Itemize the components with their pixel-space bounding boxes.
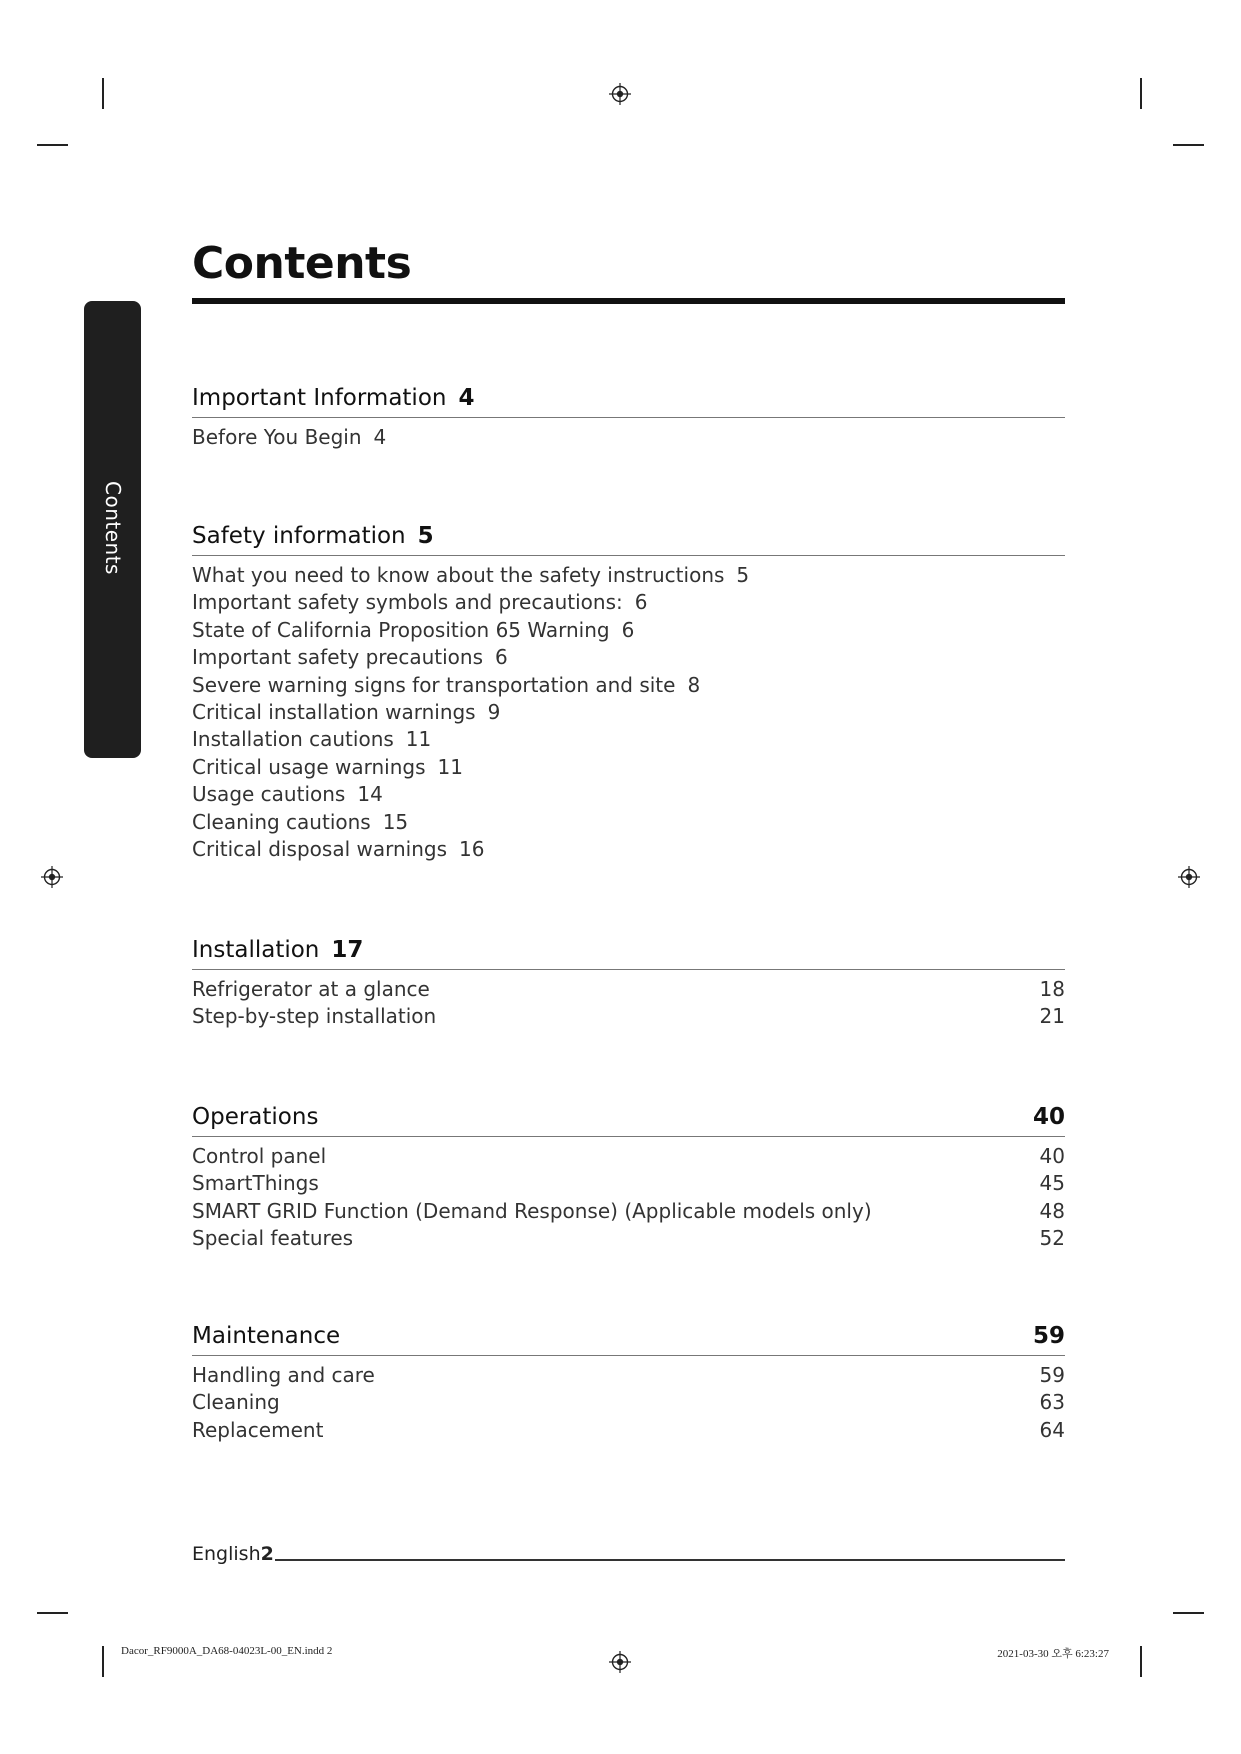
footer-page-label — [192, 1543, 274, 1565]
toc-entry[interactable] — [192, 589, 1065, 616]
toc-entry[interactable] — [192, 1225, 1065, 1252]
section-title[interactable] — [192, 937, 363, 963]
crop-mark — [37, 144, 68, 146]
entry-page-number: 18 — [1039, 977, 1065, 1001]
entry-label: Cleaning cautions — [192, 809, 371, 834]
toc-entry[interactable] — [192, 424, 1065, 451]
crop-mark — [37, 1612, 68, 1614]
entry-page-number: 48 — [1039, 1198, 1065, 1223]
entry-label: Step-by-step installation — [192, 1004, 437, 1029]
entry-label: Control panel — [192, 1144, 327, 1168]
toc-entry[interactable] — [192, 1170, 1065, 1197]
entry-label: Critical disposal warnings — [192, 836, 448, 861]
section-title-text: Safety information — [192, 523, 406, 549]
footer-rule — [275, 1559, 1065, 1561]
page-title: Contents — [192, 238, 412, 289]
footer-language: English — [192, 1543, 261, 1565]
section-title[interactable]: Maintenance — [192, 1323, 341, 1349]
side-tab — [84, 301, 141, 758]
section-heading — [192, 1315, 1065, 1356]
print-slug-timestamp: 2021-03-30 오후 6:23:27 — [997, 1648, 1109, 1660]
entry-list — [192, 1356, 1065, 1444]
toc-entry[interactable] — [192, 1143, 1065, 1170]
section-page-number: 5 — [417, 523, 434, 549]
toc-entry[interactable] — [192, 726, 1065, 753]
section-title[interactable] — [192, 385, 475, 411]
toc-entry[interactable] — [192, 809, 1065, 836]
entry-label: Usage cautions — [192, 782, 346, 807]
crop-mark — [1140, 78, 1142, 109]
toc-entry[interactable] — [192, 1417, 1065, 1444]
registration-mark-icon — [1178, 866, 1200, 888]
entry-page-number: 63 — [1039, 1390, 1065, 1415]
section-page-number: 17 — [331, 937, 364, 963]
entry-label: Cleaning — [192, 1390, 280, 1415]
entry-page-number: 6 — [495, 645, 508, 670]
entry-label: SMART GRID Function (Demand Response) (Applicable models only) — [192, 1198, 872, 1223]
section-heading — [192, 515, 1065, 556]
crop-mark — [102, 78, 104, 109]
toc-entry[interactable] — [192, 976, 1065, 1003]
entry-label: State of California Proposition 65 Warning — [192, 617, 610, 642]
toc-entry[interactable] — [192, 562, 1065, 589]
entry-page-number: 40 — [1039, 1144, 1065, 1168]
toc-entry[interactable] — [192, 672, 1065, 699]
entry-page-number: 8 — [687, 672, 701, 697]
toc-section-important-information — [192, 377, 1065, 451]
crop-mark — [1140, 1646, 1142, 1677]
toc-section-maintenance — [192, 1315, 1065, 1444]
entry-label: Severe warning signs for transportation and site — [192, 672, 676, 697]
registration-mark-icon — [41, 866, 63, 888]
entry-list — [192, 418, 1065, 451]
toc-entry[interactable] — [192, 1362, 1065, 1389]
entry-page-number: 45 — [1039, 1171, 1065, 1196]
entry-list — [192, 1137, 1065, 1253]
toc-entry[interactable] — [192, 644, 1065, 671]
entry-label: SmartThings — [192, 1171, 319, 1196]
entry-label: Critical usage warnings — [192, 754, 426, 779]
toc-section-installation — [192, 929, 1065, 1031]
entry-label: Before You Begin — [192, 425, 362, 449]
side-tab-label: Contents — [100, 481, 125, 575]
crop-mark — [1173, 144, 1204, 146]
entry-page-number: 6 — [634, 590, 648, 615]
print-slug-file: Dacor_RF9000A_DA68-04023L-00_EN.indd 2 — [121, 1645, 333, 1657]
toc-entry[interactable] — [192, 754, 1065, 781]
title-rule — [192, 298, 1065, 304]
entry-page-number: 64 — [1039, 1417, 1065, 1442]
footer-page-number: 2 — [260, 1543, 274, 1565]
entry-list — [192, 970, 1065, 1031]
section-page-number: 4 — [458, 385, 475, 411]
section-page-number: 40 — [1032, 1104, 1065, 1130]
entry-label: Handling and care — [192, 1363, 375, 1387]
entry-page-number: 9 — [487, 699, 501, 724]
registration-mark-icon — [609, 1651, 631, 1673]
toc-entry[interactable] — [192, 836, 1065, 863]
entry-label: What you need to know about the safety instructions — [192, 563, 725, 587]
entry-page-number: 5 — [736, 563, 750, 587]
section-title[interactable]: Operations — [192, 1104, 319, 1130]
toc-entry[interactable] — [192, 699, 1065, 726]
registration-mark-icon — [609, 83, 631, 105]
entry-label: Installation cautions — [192, 727, 394, 752]
entry-page-number: 6 — [621, 617, 635, 642]
entry-page-number: 52 — [1039, 1226, 1065, 1251]
entry-label: Special features — [192, 1226, 354, 1251]
toc-entry[interactable] — [192, 1198, 1065, 1225]
entry-page-number: 59 — [1039, 1363, 1065, 1387]
toc-entry[interactable] — [192, 781, 1065, 808]
entry-page-number: 21 — [1039, 1004, 1065, 1029]
entry-page-number: 14 — [357, 782, 383, 807]
toc-section-operations — [192, 1096, 1065, 1253]
crop-mark — [102, 1646, 104, 1677]
entry-page-number: 11 — [405, 727, 432, 752]
entry-page-number: 4 — [373, 425, 387, 449]
entry-page-number: 16 — [459, 836, 485, 861]
entry-label: Critical installation warnings — [192, 699, 476, 724]
section-heading — [192, 377, 1065, 418]
section-page-number: 59 — [1032, 1323, 1065, 1349]
entry-page-number: 11 — [437, 754, 463, 779]
entry-label: Replacement — [192, 1417, 324, 1442]
entry-label: Important safety symbols and precautions: — [192, 590, 623, 615]
entry-label: Refrigerator at a glance — [192, 977, 430, 1001]
section-title-text: Installation — [192, 937, 320, 963]
toc-entry[interactable] — [192, 1003, 1065, 1030]
section-title-text: Important Information — [192, 385, 447, 411]
toc-section-safety-information — [192, 515, 1065, 863]
entry-page-number: 15 — [382, 809, 409, 834]
toc-entry[interactable] — [192, 1389, 1065, 1416]
entry-list — [192, 556, 1065, 863]
section-title[interactable] — [192, 523, 434, 549]
crop-mark — [1173, 1612, 1204, 1614]
toc-entry[interactable] — [192, 617, 1065, 644]
entry-label: Important safety precautions — [192, 645, 484, 670]
section-heading — [192, 929, 1065, 970]
section-heading — [192, 1096, 1065, 1137]
